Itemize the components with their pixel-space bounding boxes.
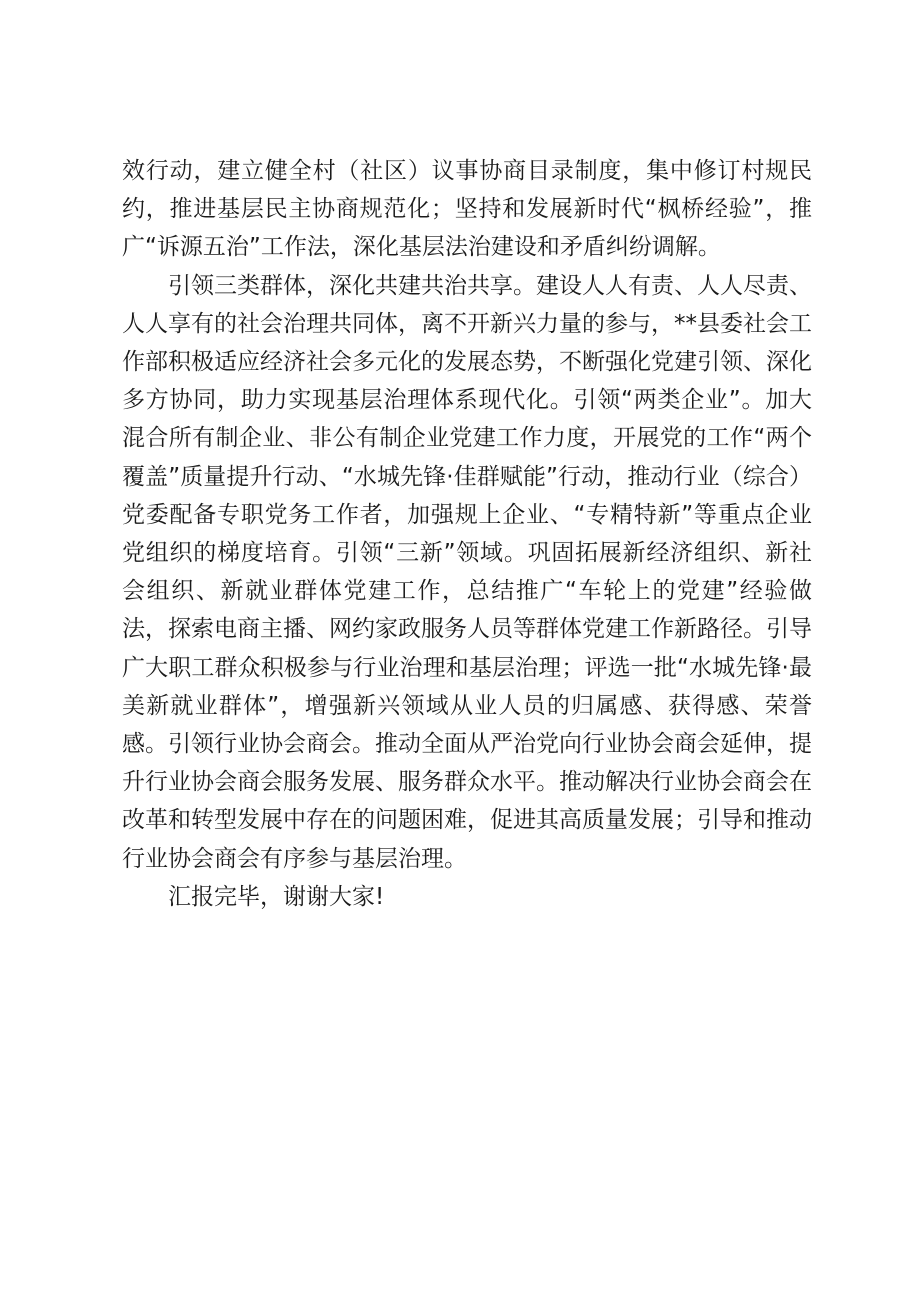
document-body <box>122 152 812 916</box>
paragraph-three-groups: 引领三类群体，深化共建共治共享。建设人人有责、人人尽责、人人享有的社会治理共同体，离不开新兴力量的参与，**县委社会工作部积极适应经济社会多元化的发展态势，不断强化党建引领、深化多方协同，助力实现基层治理体系现代化。引领“两类企业”。加大混合所有制企业、非公有制企业党建工作力度，开展党的工作“两个覆盖”质量提升行动、“水城先锋·佳群赋能”行动，推动行业（综合）党委配备专职党务工作者，加强规上企业、“专精特新”等重点企业党组织的梯度培育。引领“三新”领域。巩固拓展新经济组织、新社会组织、新就业群体党建工作，总结推广“车轮上的党建”经验做法，探索电商主播、网约家政服务人员等群体党建工作新路径。引导广大职工群众积极参与行业治理和基层治理；评选一批“水城先锋·最美新就业群体”，增强新兴领域从业人员的归属感、获得感、荣誉感。引领行业协会商会。推动全面从严治党向行业协会商会延伸，提升行业协会商会服务发展、服务群众水平。推动解决行业协会商会在改革和转型发展中存在的问题困难，促进其高质量发展；引导和推动行业协会商会有序参与基层治理。 <box>122 272 812 872</box>
paragraph-continued: 效行动，建立健全村（社区）议事协商目录制度，集中修订村规民约，推进基层民主协商规范化；坚持和发展新时代“枫桥经验”，推广“诉源五治”工作法，深化基层法治建设和矛盾纠纷调解。 <box>122 158 812 261</box>
paragraph-closing: 汇报完毕，谢谢大家! <box>168 883 385 910</box>
